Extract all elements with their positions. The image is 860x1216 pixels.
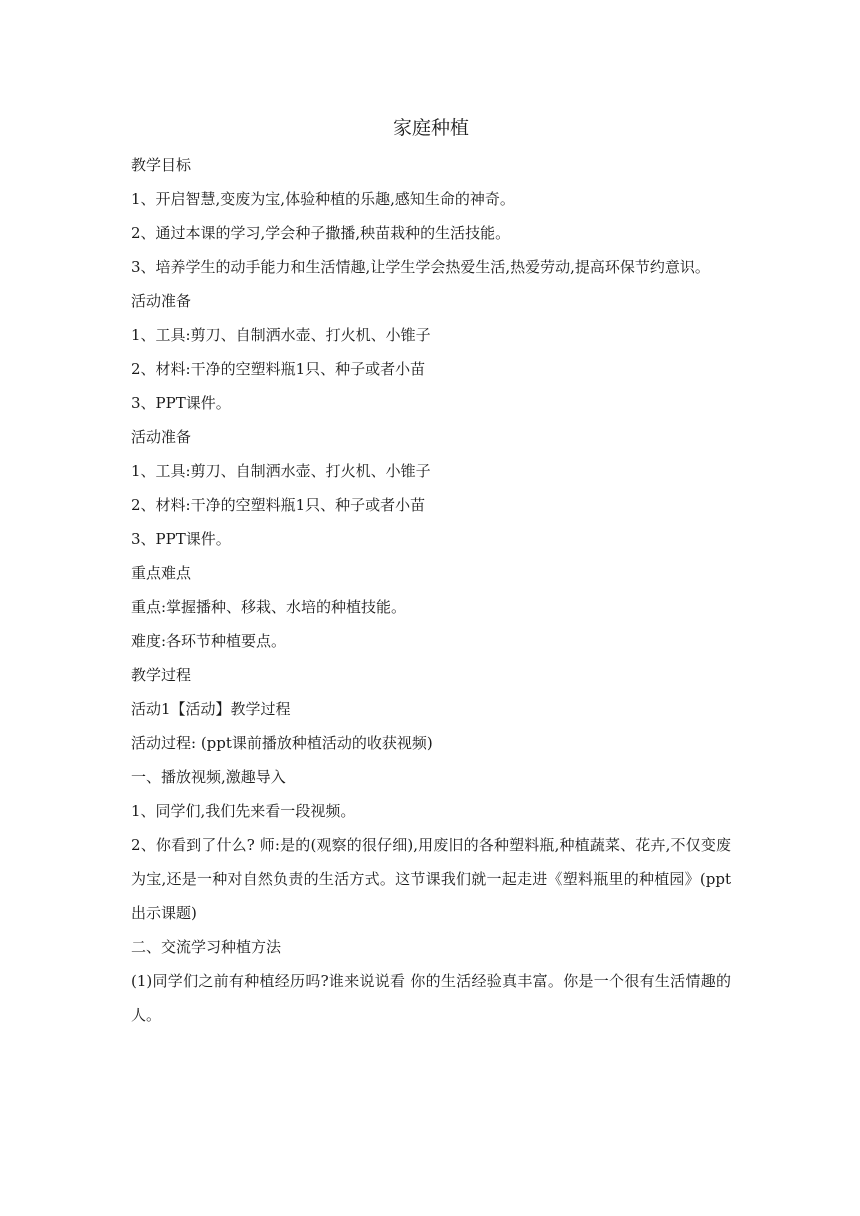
section-heading-preparation: 活动准备 [131,428,192,446]
paragraph: 3、PPT课件。 [131,530,231,548]
paragraph: 2、材料:干净的空塑料瓶1只、种子或者小苗 [131,496,426,514]
section-heading-goals: 教学目标 [131,156,192,174]
section-heading-key-points: 重点难点 [131,564,192,582]
paragraph: 3、培养学生的动手能力和生活情趣,让学生学会热爱生活,热爱劳动,提高环保节约意识。 [131,258,710,276]
section-heading-preparation: 活动准备 [131,292,192,310]
paragraph: 一、播放视频,激趣导入 [131,768,286,786]
document-title: 家庭种植 [392,117,469,139]
paragraph: 难度:各环节种植要点。 [131,632,287,650]
paragraph: 2、你看到了什么? 师:是的(观察的很仔细),用废旧的各种塑料瓶,种植蔬菜、花卉,不仅变废为宝,还是一种对自然负责的生活方式。这节课我们就一起走进《塑料瓶里的种植园》(ppt出示课题) [131,836,731,922]
paragraph: 1、工具:剪刀、自制洒水壶、打火机、小锥子 [131,326,431,344]
paragraph: 1、开启智慧,变废为宝,体验种植的乐趣,感知生命的神奇。 [131,190,515,208]
paragraph: 二、交流学习种植方法 [131,938,282,956]
section-heading-process: 教学过程 [131,666,192,684]
document-page [131,112,731,1032]
paragraph: 1、同学们,我们先来看一段视频。 [131,802,356,820]
paragraph: 1、工具:剪刀、自制洒水壶、打火机、小锥子 [131,462,431,480]
paragraph: 2、材料:干净的空塑料瓶1只、种子或者小苗 [131,360,426,378]
paragraph: 2、通过本课的学习,学会种子撒播,秧苗栽种的生活技能。 [131,224,511,242]
paragraph: 活动1【活动】教学过程 [131,700,291,718]
paragraph: 3、PPT课件。 [131,394,231,412]
paragraph: (1)同学们之前有种植经历吗?谁来说说看 你的生活经验真丰富。你是一个很有生活情趣的人。 [131,972,731,1024]
paragraph: 活动过程: (ppt课前播放种植活动的收获视频) [131,734,433,752]
paragraph: 重点:掌握播种、移栽、水培的种植技能。 [131,598,407,616]
